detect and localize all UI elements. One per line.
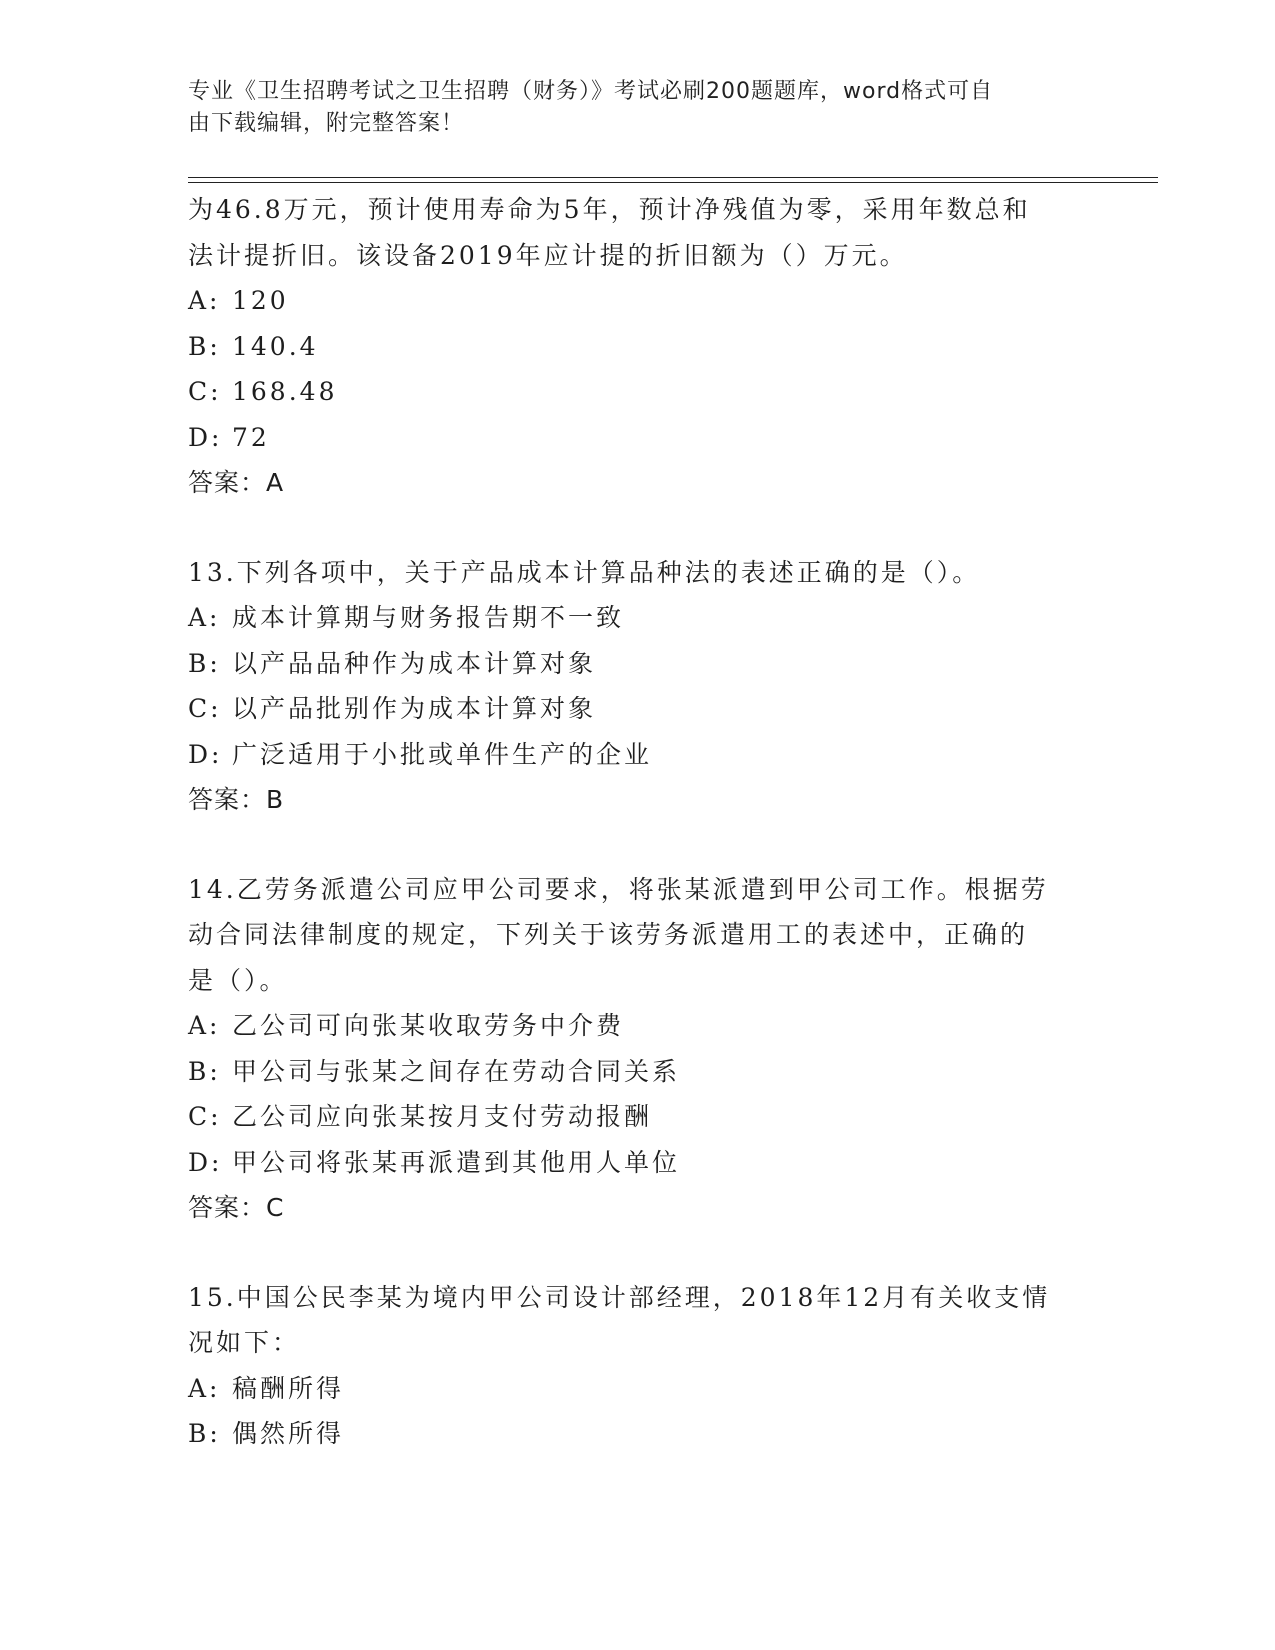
option-text: 甲公司与张某之间存在劳动合同关系 <box>232 1056 681 1086</box>
option-text: 72 <box>232 422 270 452</box>
option-text: 成本计算期与财务报告期不一致 <box>232 603 625 632</box>
header-line-1: 专业《卫生招聘考试之卫生招聘（财务）》考试必刷200题题库，word格式可自 <box>188 79 994 104</box>
page-header <box>188 76 1068 140</box>
header-divider-top <box>188 177 1158 178</box>
option-text: 以产品批别作为成本计算对象 <box>232 694 597 723</box>
question-12 <box>188 187 1108 506</box>
option-label: D: <box>188 422 223 452</box>
option-text: 乙公司应向张某按月支付劳动报酬 <box>232 1102 653 1131</box>
spacer <box>188 823 1108 867</box>
question-stem: 动合同法律制度的规定，下列关于该劳务派遣用工的表述中，正确的 <box>188 920 1029 949</box>
question-stem: 15.中国公民李某为境内甲公司设计部经理，2018年12月有关收支情 <box>188 1282 1051 1312</box>
option-text: 广泛适用于小批或单件生产的企业 <box>232 739 653 769</box>
option-label: C: <box>188 1102 222 1131</box>
option-label: B: <box>188 648 221 678</box>
option-b <box>188 324 1108 370</box>
spacer <box>188 1231 1108 1275</box>
option-text: 140.4 <box>232 331 319 361</box>
question-list <box>188 187 1108 1457</box>
option-label: B: <box>188 331 221 361</box>
answer: 答案：B <box>188 785 285 814</box>
option-d <box>188 732 1108 778</box>
question-14 <box>188 867 1108 1231</box>
option-c <box>188 1094 1108 1140</box>
option-label: A: <box>188 603 221 632</box>
question-15 <box>188 1275 1108 1457</box>
question-stem: 是（）。 <box>188 965 288 995</box>
option-text: 以产品品种作为成本计算对象 <box>232 648 597 678</box>
option-label: A: <box>188 286 221 315</box>
option-label: A: <box>188 1011 221 1040</box>
option-c <box>188 686 1108 732</box>
question-stem: 13.下列各项中，关于产品成本计算品种法的表述正确的是（）。 <box>188 557 981 587</box>
option-b <box>188 1411 1108 1457</box>
option-text: 乙公司可向张某收取劳务中介费 <box>232 1011 625 1040</box>
option-text: 偶然所得 <box>232 1419 345 1448</box>
option-label: C: <box>188 377 222 406</box>
option-label: B: <box>188 1419 221 1448</box>
option-text: 168.48 <box>232 377 338 406</box>
option-text: 稿酬所得 <box>232 1373 345 1403</box>
option-label: C: <box>188 694 222 723</box>
option-b <box>188 1049 1108 1095</box>
option-a <box>188 278 1108 324</box>
option-text: 甲公司将张某再派遣到其他用人单位 <box>232 1147 681 1177</box>
option-label: B: <box>188 1056 221 1086</box>
option-a <box>188 1003 1108 1049</box>
option-label: A: <box>188 1373 221 1403</box>
option-d <box>188 415 1108 461</box>
question-stem: 况如下： <box>188 1328 301 1357</box>
question-stem: 为46.8万元，预计使用寿命为5年，预计净残值为零，采用年数总和 <box>188 195 1031 224</box>
option-d <box>188 1140 1108 1186</box>
option-c <box>188 369 1108 415</box>
header-line-2: 由下载编辑，附完整答案！ <box>188 111 465 136</box>
header-divider-bottom <box>188 182 1158 183</box>
option-b <box>188 641 1108 687</box>
answer: 答案：C <box>188 1193 285 1222</box>
option-label: D: <box>188 1147 223 1177</box>
option-label: D: <box>188 739 223 769</box>
question-13 <box>188 550 1108 823</box>
option-a <box>188 595 1108 641</box>
question-stem: 法计提折旧。该设备2019年应计提的折旧额为（）万元。 <box>188 240 908 270</box>
spacer <box>188 506 1108 550</box>
option-text: 120 <box>232 286 289 315</box>
answer: 答案：A <box>188 468 285 497</box>
question-stem: 14.乙劳务派遣公司应甲公司要求，将张某派遣到甲公司工作。根据劳 <box>188 874 1049 904</box>
option-a <box>188 1366 1108 1412</box>
